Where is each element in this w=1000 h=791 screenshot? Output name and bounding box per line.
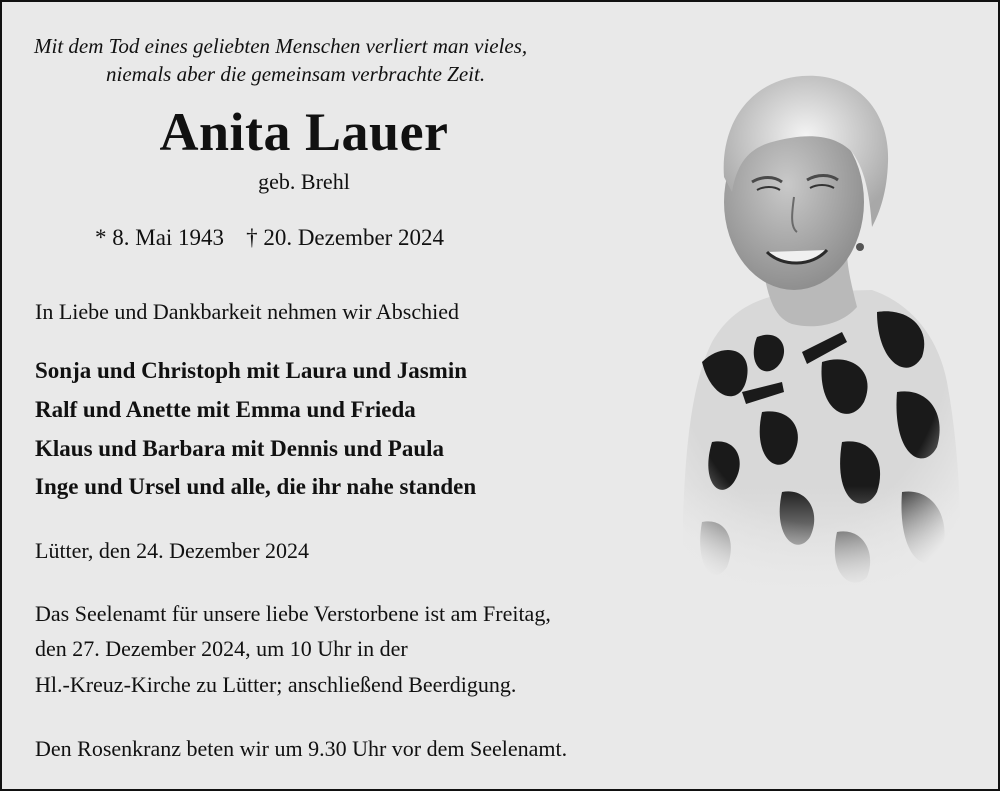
farewell-line: In Liebe und Dankbarkeit nehmen wir Abschied [35,299,459,324]
service-line: Das Seelenamt für unsere liebe Verstorbene ist am Freitag, [35,601,551,626]
portrait-photo [642,62,982,592]
mourner-line: Klaus und Barbara mit Dennis und Paula [35,436,445,461]
place-and-date: Lütter, den 24. Dezember 2024 [35,538,310,563]
life-dates [95,223,444,253]
death-date: † 20. Dezember 2024 [246,225,445,250]
deceased-name: Anita Lauer [159,102,449,162]
service-line: Hl.-Kreuz-Kirche zu Lütter; anschließend Beerdigung. [35,672,517,697]
mourner-line: Ralf und Anette mit Emma und Frieda [35,397,416,422]
service-line: den 27. Dezember 2024, um 10 Uhr in der [35,636,408,661]
rosary-line: Den Rosenkranz beten wir um 9.30 Uhr vor dem Seelenamt. [35,736,568,761]
birth-name: geb. Brehl [258,169,350,194]
mourner-line: Sonja und Christoph mit Laura und Jasmin [35,358,468,383]
quote-line-2: niemals aber die gemeinsam verbrachte Zeit. [106,62,486,86]
birth-date: * 8. Mai 1943 [95,225,225,250]
mourner-line: Inge und Ursel und alle, die ihr nahe standen [35,474,477,499]
quote-line-1: Mit dem Tod eines geliebten Menschen verliert man vieles, [34,34,528,58]
